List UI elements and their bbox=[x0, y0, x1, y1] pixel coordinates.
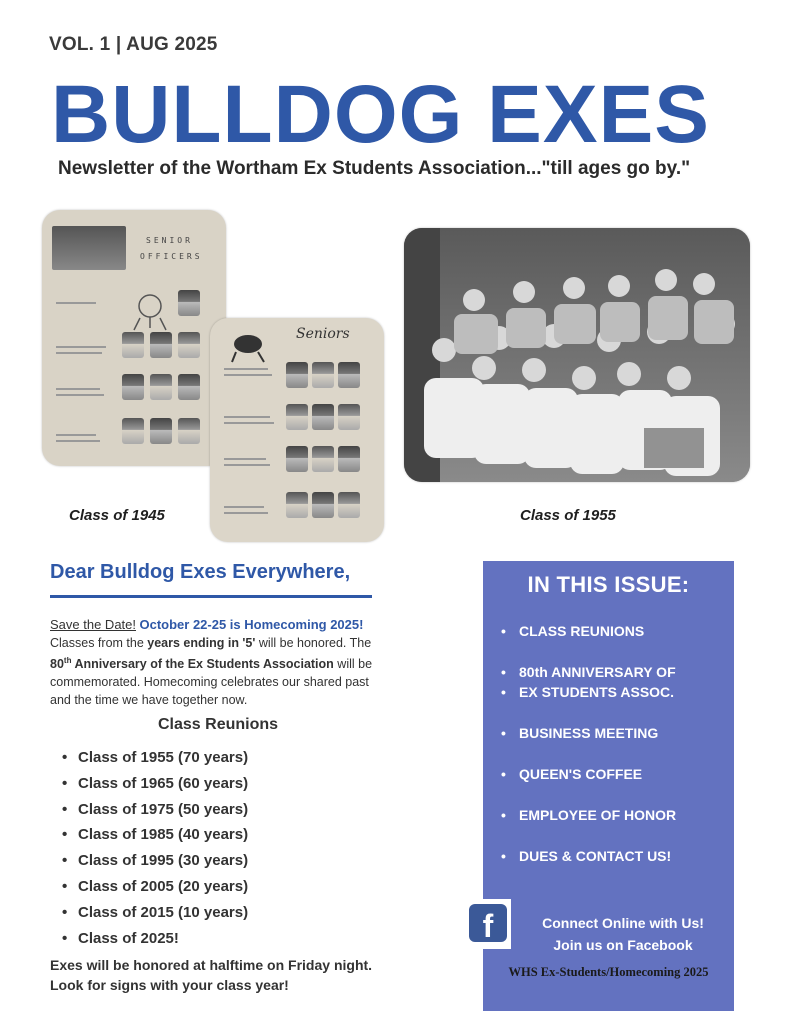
sidebar-title: IN THIS ISSUE: bbox=[527, 572, 690, 597]
student-portrait bbox=[286, 404, 308, 430]
photo-caption-1955: Class of 1955 bbox=[520, 507, 616, 524]
student-portrait bbox=[122, 332, 144, 358]
paragraph-text: will be commemorated. Homecoming celebrates our shared past and the time we have together now. bbox=[50, 657, 373, 708]
student-portrait bbox=[338, 404, 360, 430]
student-portrait bbox=[122, 418, 144, 444]
bulldog-mascot-drawing bbox=[128, 288, 172, 332]
facebook-group-name[interactable]: WHS Ex-Students/Homecoming 2025 bbox=[508, 965, 709, 979]
reunion-item: • Class of 2015 (10 years) bbox=[62, 900, 248, 926]
student-portrait bbox=[178, 332, 200, 358]
issue-item: • CLASS REUNIONS bbox=[501, 621, 676, 641]
class-reunions-heading: Class Reunions bbox=[158, 716, 279, 733]
yearbook-photo-1945-seniors bbox=[210, 318, 384, 542]
student-portrait bbox=[312, 446, 334, 472]
paragraph-text: Classes from the bbox=[50, 636, 148, 650]
issue-item: • QUEEN'S COFFEE bbox=[501, 764, 676, 784]
student-portrait bbox=[150, 374, 172, 400]
ordinal-suffix: th bbox=[63, 656, 72, 665]
student-portrait bbox=[286, 362, 308, 388]
student-portrait bbox=[338, 446, 360, 472]
issue-contents-list bbox=[501, 619, 676, 866]
facebook-join-text: Join us on Facebook bbox=[553, 937, 693, 953]
issue-item: • DUES & CONTACT US! bbox=[501, 846, 676, 866]
reunion-item: • Class of 1955 (70 years) bbox=[62, 745, 248, 771]
letter-greeting: Dear Bulldog Exes Everywhere, bbox=[50, 561, 351, 583]
facebook-icon[interactable]: f bbox=[469, 904, 507, 942]
student-portrait bbox=[312, 404, 334, 430]
class-photo-1955 bbox=[404, 228, 750, 482]
closing-line: Exes will be honored at halftime on Friday night. bbox=[50, 957, 373, 973]
yearbook-heading: Seniors bbox=[296, 326, 350, 342]
greeting-underline bbox=[50, 595, 372, 598]
student-portrait bbox=[286, 492, 308, 518]
yearbook-heading: SENIOR bbox=[146, 236, 193, 245]
closing-note bbox=[50, 955, 390, 995]
newsletter-title: BULLDOG EXES bbox=[51, 69, 710, 160]
yearbook-heading: OFFICERS bbox=[140, 252, 203, 261]
class-photo-1955-image bbox=[404, 228, 750, 482]
student-portrait bbox=[150, 332, 172, 358]
issue-item: • 80th ANNIVERSARY OF bbox=[501, 662, 676, 682]
student-portrait bbox=[286, 446, 308, 472]
homecoming-dates: October 22-25 is Homecoming 2025! bbox=[139, 617, 364, 632]
homecoming-paragraph bbox=[50, 616, 390, 709]
closing-line: Look for signs with your class year! bbox=[50, 977, 289, 993]
in-this-issue-sidebar bbox=[483, 561, 734, 1011]
student-portrait bbox=[312, 362, 334, 388]
issue-item: • EMPLOYEE OF HONOR bbox=[501, 805, 676, 825]
photo-caption-1945: Class of 1945 bbox=[69, 507, 165, 524]
student-portrait bbox=[178, 290, 200, 316]
student-portrait bbox=[122, 374, 144, 400]
student-portrait bbox=[178, 418, 200, 444]
student-portrait bbox=[312, 492, 334, 518]
student-portrait bbox=[150, 418, 172, 444]
reunion-item: • Class of 1975 (50 years) bbox=[62, 797, 248, 823]
school-building-photo bbox=[52, 226, 126, 270]
reunion-item: • Class of 1985 (40 years) bbox=[62, 822, 248, 848]
yearbook-photo-1945-officers bbox=[42, 210, 226, 466]
newsletter-subtitle: Newsletter of the Wortham Ex Students Association..."till ages go by." bbox=[58, 158, 691, 179]
reunion-item: • Class of 2005 (20 years) bbox=[62, 874, 248, 900]
issue-item: • EX STUDENTS ASSOC. bbox=[501, 682, 676, 702]
reunion-item: • Class of 1965 (60 years) bbox=[62, 771, 248, 797]
save-the-date-label: Save the Date! bbox=[50, 617, 136, 632]
paragraph-emphasis: years ending in '5' bbox=[147, 636, 256, 650]
reunion-item: • Class of 1995 (30 years) bbox=[62, 848, 248, 874]
reunion-item: • Class of 2025! bbox=[62, 926, 248, 952]
issue-item: • BUSINESS MEETING bbox=[501, 723, 676, 743]
student-portrait bbox=[338, 492, 360, 518]
connect-online-text: Connect Online with Us! bbox=[542, 915, 704, 931]
paragraph-text: will be honored. The bbox=[255, 636, 372, 650]
facebook-badge[interactable] bbox=[467, 899, 511, 949]
student-portrait bbox=[178, 374, 200, 400]
volume-issue: VOL. 1 | AUG 2025 bbox=[49, 34, 218, 55]
paragraph-emphasis: 80 bbox=[50, 657, 64, 672]
paragraph-emphasis: Anniversary of the Ex Students Association bbox=[71, 657, 334, 672]
student-portrait bbox=[338, 362, 360, 388]
class-reunions-list bbox=[62, 745, 248, 951]
bulldog-mascot-drawing bbox=[228, 328, 268, 364]
